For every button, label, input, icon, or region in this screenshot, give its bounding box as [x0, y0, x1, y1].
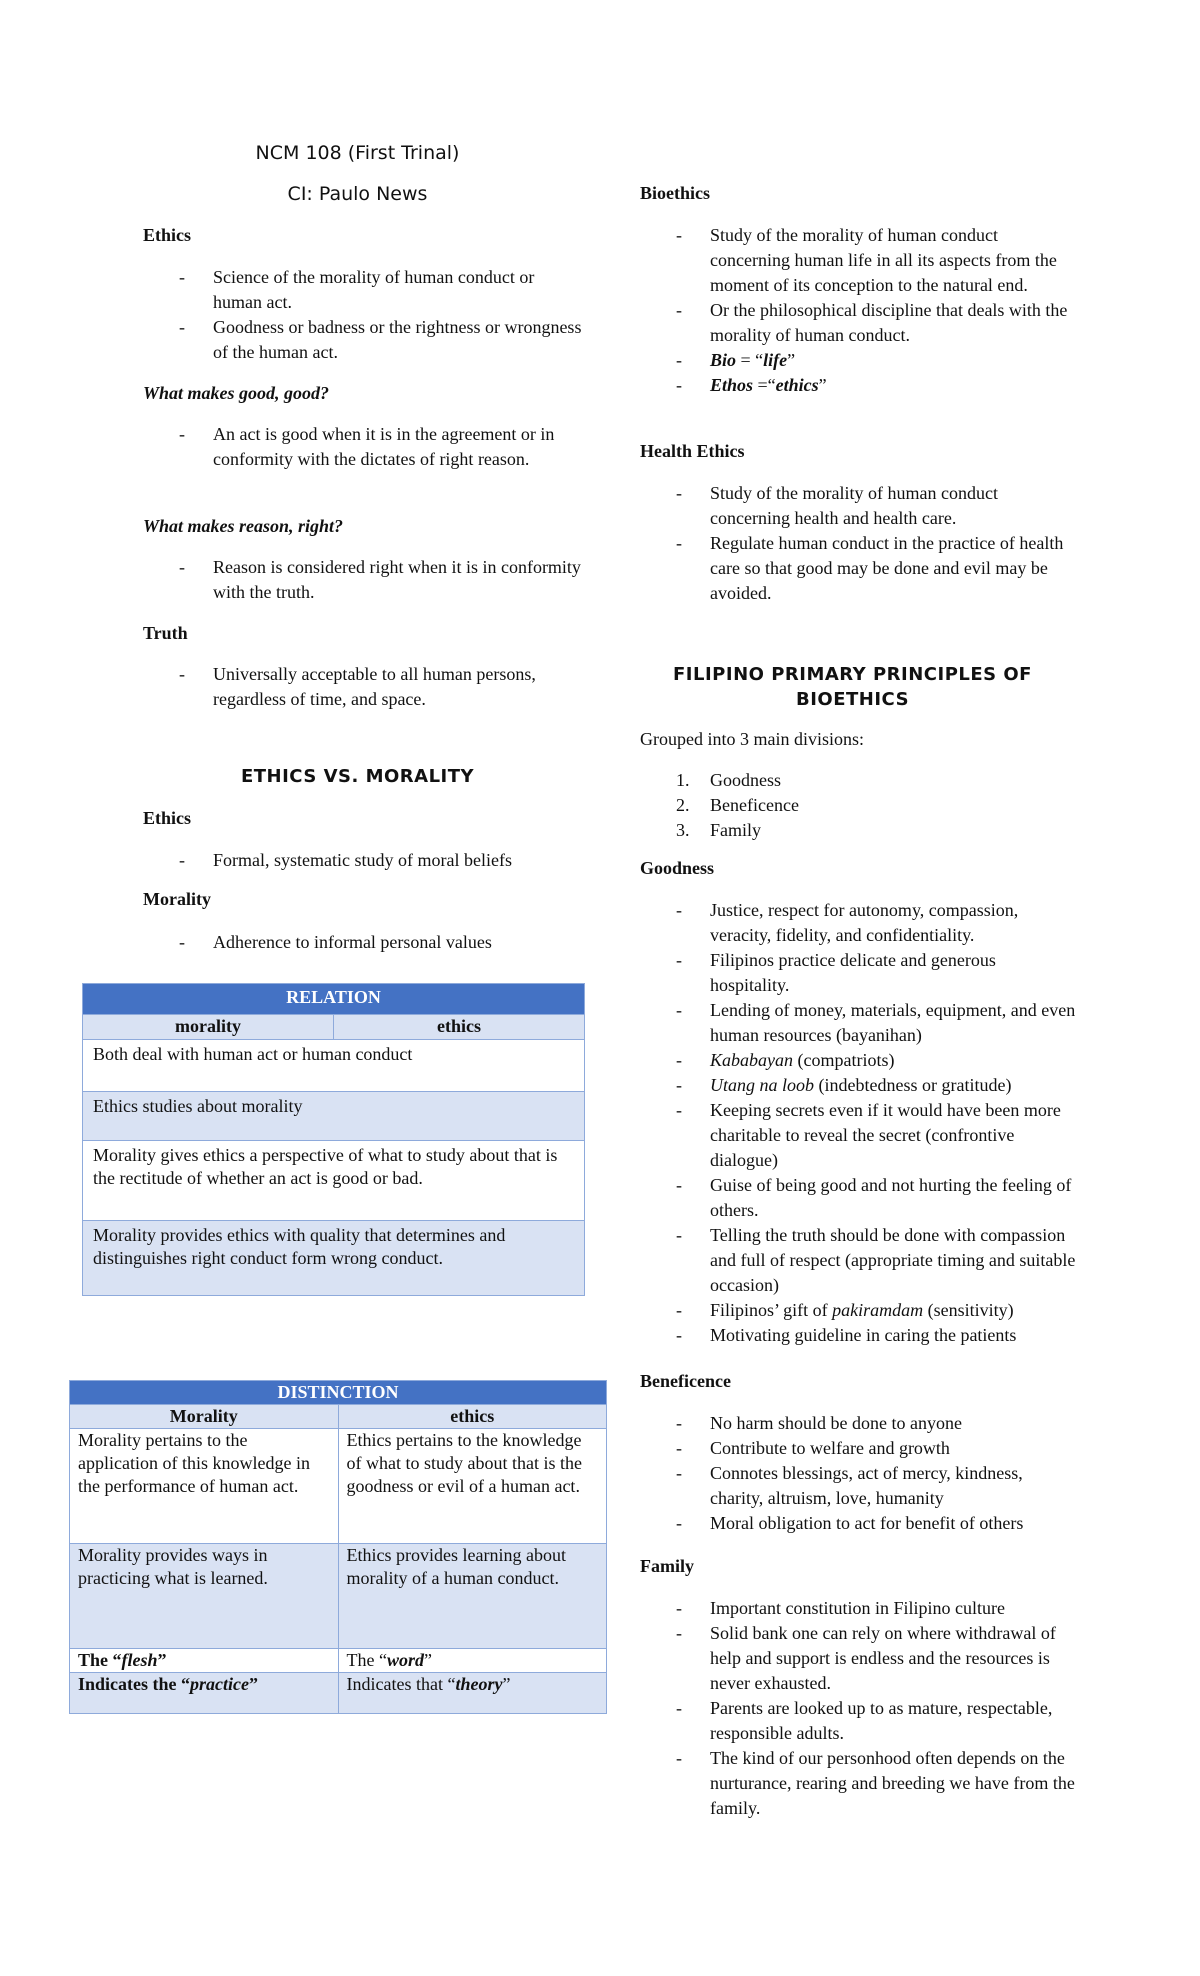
list-item: - Formal, systematic study of moral beliefs: [143, 848, 583, 873]
truth-list: [143, 662, 583, 712]
beneficence-heading: Beneficence: [640, 1371, 731, 1391]
filipino-principles-title-line1: FILIPINO PRIMARY PRINCIPLES OF: [673, 664, 1032, 685]
list-item: - Parents are looked up to as mature, respectable, responsible adults.: [640, 1696, 1078, 1746]
list-item: - Goodness or badness or the rightness or wrongness of the human act.: [143, 315, 583, 365]
table-cell: The “flesh”: [70, 1649, 339, 1673]
distinction-table: [69, 1380, 607, 1714]
vs-morality-list: [143, 930, 583, 955]
filipino-principles-title: [640, 662, 1065, 712]
health-ethics-heading: Health Ethics: [640, 441, 745, 461]
list-item: - Kababayan (compatriots): [640, 1048, 1078, 1073]
table-cell: Morality provides ways in practicing what is learned.: [70, 1544, 339, 1649]
goodness-list: [640, 898, 1078, 1348]
list-item: - Guise of being good and not hurting the feeling of others.: [640, 1173, 1078, 1223]
relation-title: RELATION: [83, 984, 585, 1015]
family-heading: Family: [640, 1556, 694, 1576]
list-item: - Motivating guideline in caring the patients: [640, 1323, 1078, 1348]
course-title: NCM 108 (First Trinal): [255, 142, 460, 164]
bioethics-list: [640, 223, 1078, 398]
list-item: - Study of the morality of human conduct concerning human life in all its aspects from the moment of its conception to the natural end.: [640, 223, 1078, 298]
divisions-list: [640, 768, 1078, 843]
beneficence-list: [640, 1411, 1078, 1536]
table-cell: Ethics provides learning about morality of a human conduct.: [338, 1544, 607, 1649]
question-reason-list: [143, 555, 583, 605]
list-item: - Science of the morality of human conduct or human act.: [143, 265, 583, 315]
list-item: - Ethos =“ethics”: [640, 373, 1078, 398]
distinction-col-ethics: ethics: [338, 1405, 607, 1429]
grouped-intro: Grouped into 3 main divisions:: [640, 729, 864, 749]
question-good-heading: What makes good, good?: [143, 383, 330, 403]
list-item: - Reason is considered right when it is in conformity with the truth.: [143, 555, 583, 605]
list-item: - Filipinos’ gift of pakiramdam (sensitivity): [640, 1298, 1078, 1323]
list-item: - Or the philosophical discipline that deals with the morality of human conduct.: [640, 298, 1078, 348]
list-item: 2. Beneficence: [676, 795, 799, 815]
relation-table: [82, 983, 585, 1296]
truth-heading: Truth: [143, 623, 188, 643]
list-item: - Important constitution in Filipino culture: [640, 1596, 1078, 1621]
family-list: [640, 1596, 1078, 1821]
table-row: Morality gives ethics a perspective of what to study about that is the rectitude of whether an act is good or bad.: [83, 1141, 585, 1221]
instructor-line: CI: Paulo News: [287, 183, 428, 205]
list-item: 1. Goodness: [676, 770, 781, 790]
list-item: - Connotes blessings, act of mercy, kindness, charity, altruism, love, humanity: [640, 1461, 1078, 1511]
relation-col-ethics: ethics: [334, 1015, 585, 1040]
list-item: - Adherence to informal personal values: [143, 930, 583, 955]
goodness-heading: Goodness: [640, 858, 715, 878]
table-row: Morality provides ethics with quality that determines and distinguishes right conduct form wrong conduct.: [83, 1221, 585, 1296]
table-cell: Indicates that “theory”: [338, 1673, 607, 1714]
list-item: - Utang na loob (indebtedness or gratitude): [640, 1073, 1078, 1098]
list-item: - Solid bank one can rely on where withdrawal of help and support is endless and the resources is never exhausted.: [640, 1621, 1078, 1696]
list-item: - Regulate human conduct in the practice of health care so that good may be done and evil may be avoided.: [640, 531, 1078, 606]
list-item: - The kind of our personhood often depends on the nurturance, rearing and breeding we have from the family.: [640, 1746, 1078, 1821]
vs-ethics-list: [143, 848, 583, 873]
list-item: - No harm should be done to anyone: [640, 1411, 1078, 1436]
table-cell: The “word”: [338, 1649, 607, 1673]
ethics-heading: Ethics: [143, 225, 192, 245]
ethics-vs-morality-title: ETHICS VS. MORALITY: [240, 766, 475, 787]
question-good-list: [143, 422, 583, 472]
list-item: - Contribute to welfare and growth: [640, 1436, 1078, 1461]
filipino-principles-title-line2: BIOETHICS: [795, 689, 910, 710]
distinction-col-morality: Morality: [70, 1405, 339, 1429]
vs-morality-heading: Morality: [143, 889, 211, 909]
list-item: - Lending of money, materials, equipment, and even human resources (bayanihan): [640, 998, 1078, 1048]
table-cell: Morality pertains to the application of this knowledge in the performance of human act.: [70, 1429, 339, 1544]
list-item: - Telling the truth should be done with compassion and full of respect (appropriate timing and suitable occasion): [640, 1223, 1078, 1298]
health-ethics-list: [640, 481, 1078, 606]
list-item: - Filipinos practice delicate and generous hospitality.: [640, 948, 1078, 998]
vs-ethics-heading: Ethics: [143, 808, 192, 828]
list-item: - An act is good when it is in the agreement or in conformity with the dictates of right reason.: [143, 422, 583, 472]
list-item: - Bio = “life”: [640, 348, 1078, 373]
list-item: - Justice, respect for autonomy, compassion, veracity, fidelity, and confidentiality.: [640, 898, 1078, 948]
distinction-title: DISTINCTION: [70, 1381, 607, 1405]
question-reason-heading: What makes reason, right?: [143, 516, 344, 536]
table-row: Both deal with human act or human conduct: [83, 1040, 585, 1092]
relation-col-morality: morality: [83, 1015, 334, 1040]
table-row: Ethics studies about morality: [83, 1092, 585, 1141]
list-item: - Keeping secrets even if it would have been more charitable to reveal the secret (confrontive dialogue): [640, 1098, 1078, 1173]
list-item: - Study of the morality of human conduct concerning health and health care.: [640, 481, 1078, 531]
list-item: - Moral obligation to act for benefit of others: [640, 1511, 1078, 1536]
list-item: - Universally acceptable to all human persons, regardless of time, and space.: [143, 662, 583, 712]
list-item: 3. Family: [676, 820, 762, 840]
ethics-list: [143, 265, 583, 365]
table-cell: Indicates the “practice”: [70, 1673, 339, 1714]
bioethics-heading: Bioethics: [640, 183, 710, 203]
table-cell: Ethics pertains to the knowledge of what to study about that is the goodness or evil of a human act.: [338, 1429, 607, 1544]
